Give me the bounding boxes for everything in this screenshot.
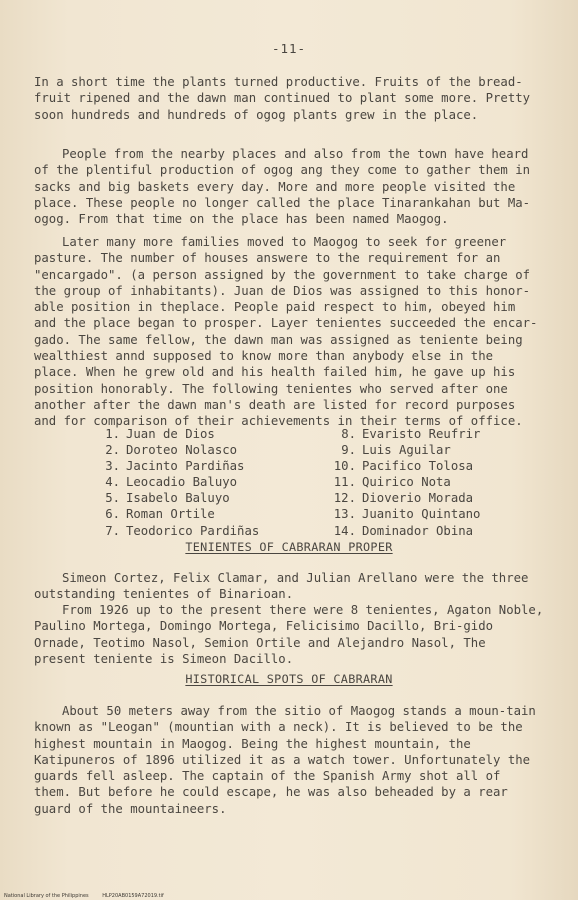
list-item [332, 506, 480, 522]
teniente-name: Leocadio Baluyo [126, 475, 238, 490]
footer-institution: National Library of the Philippines [4, 893, 89, 899]
page-number: -11- [271, 41, 307, 56]
paragraph-5: From 1926 up to the present there were 8 tenientes, Agaton Noble, Paulino Mortega, Domingo Mortega, Felicisimo Dacillo, Bri-gido Ornade, Teotimo Nasol, Semion Ortile and Alejandro Nasol, The present teniente is Simeon Dacillo. [34, 603, 544, 666]
teniente-name: Doroteo Nolasco [126, 443, 238, 458]
section-heading [0, 672, 578, 686]
paragraph-2: People from the nearby places and also from the town have heard of the plentiful production of ogog ang they come to gather them in sacks and big baskets every day. More and more people visited the place. These people no longer called the place Tinarankahan but Ma-ogog. From that time on the place has been named Maogog. [34, 147, 531, 227]
list-number: 7. [105, 523, 120, 538]
list-number: 6. [105, 507, 120, 522]
list-number: 8. [341, 427, 356, 441]
list-number: 10. [333, 459, 356, 474]
list-item [96, 474, 259, 490]
teniente-name: Luis Aguilar [362, 443, 451, 458]
section-title-tenientes: TENIENTES OF CABRARAN PROPER [185, 540, 393, 554]
list-number: 11. [333, 475, 356, 490]
teniente-name: Teodorico Pardiñas [126, 523, 260, 538]
teniente-name: Quirico Nota [362, 475, 451, 490]
list-item [332, 458, 480, 474]
footer-file-id: HLP20AB0159A72019.tif [102, 893, 164, 899]
teniente-name: Jacinto Pardiñas [126, 459, 245, 474]
list-item [96, 523, 259, 539]
teniente-name: Isabelo Baluyo [126, 491, 230, 506]
teniente-name: Roman Ortile [126, 507, 215, 522]
list-item [332, 474, 480, 490]
list-number: 1. [105, 427, 120, 441]
list-number: 3. [105, 459, 120, 474]
teniente-name: Juanito Quintano [362, 507, 481, 522]
teniente-name: Pacifico Tolosa [362, 459, 474, 474]
list-item [332, 442, 480, 458]
teniente-name: Juan de Dios [126, 427, 215, 441]
tenientes-list-right [332, 426, 480, 539]
paragraph-6: About 50 meters away from the sitio of Maogog stands a moun-tain known as "Leogan" (mountian with a neck). It is believed to be the highest mountain in Maogog. Being the highest mountain, the Katipuneros of 1896 utilized it as a watch tower. Unfortunately the guards fell asleep. The captain of the Spanish Army shot all of them. But before he could escape, he was also beheaded by a rear guard of the mountaineers. [34, 704, 536, 816]
section-heading [0, 540, 578, 554]
paragraph-1: In a short time the plants turned productive. Fruits of the bread-fruit ripened and the dawn man continued to plant some more. Pretty soon hundreds and hundreds of ogog plants grew in the place. [34, 75, 531, 122]
list-item [96, 490, 259, 506]
list-item [332, 523, 480, 539]
list-number: 12. [333, 491, 356, 506]
list-number: 9. [341, 443, 356, 458]
list-number: 13. [333, 507, 356, 522]
teniente-name: Dominador Obina [362, 523, 474, 538]
list-item [332, 426, 480, 442]
list-number: 14. [333, 523, 356, 538]
list-item [332, 490, 480, 506]
paragraph-4: Simeon Cortez, Felix Clamar, and Julian Arellano were the three outstanding tenientes of Binarioan. [34, 571, 529, 602]
list-item [96, 458, 259, 474]
teniente-name: Dioverio Morada [362, 491, 474, 506]
section-title-historical-spots: HISTORICAL SPOTS OF CABRARAN [185, 672, 393, 686]
list-item [96, 426, 259, 442]
list-item [96, 442, 259, 458]
paragraph-3: Later many more families moved to Maogog to seek for greener pasture. The number of houses answere to the requirement for an "encargado". (a person assigned by the government to take charge of the group of inhabitants). Juan de Dios was assigned to this honor-able position in theplace. People paid respect to him, obeyed him and the place began to prosper. Layer tenientes succeeded the encar-gado. The same fellow, the dawn man was assigned as teniente being wealthiest annd supposed to know more than anybody else in the place. When he grew old and his health failed him, he gave up his position honorably. The following tenientes who served after one another after the dawn man's death are listed for record purposes and for comparison of their achievements in their terms of office. [34, 235, 538, 429]
list-item [96, 506, 259, 522]
list-number: 2. [105, 443, 120, 458]
tenientes-list-left [96, 426, 259, 539]
scan-footer [4, 893, 176, 899]
list-number: 5. [105, 491, 120, 506]
list-number: 4. [105, 475, 120, 490]
teniente-name: Evaristo Reufrir [362, 427, 481, 441]
